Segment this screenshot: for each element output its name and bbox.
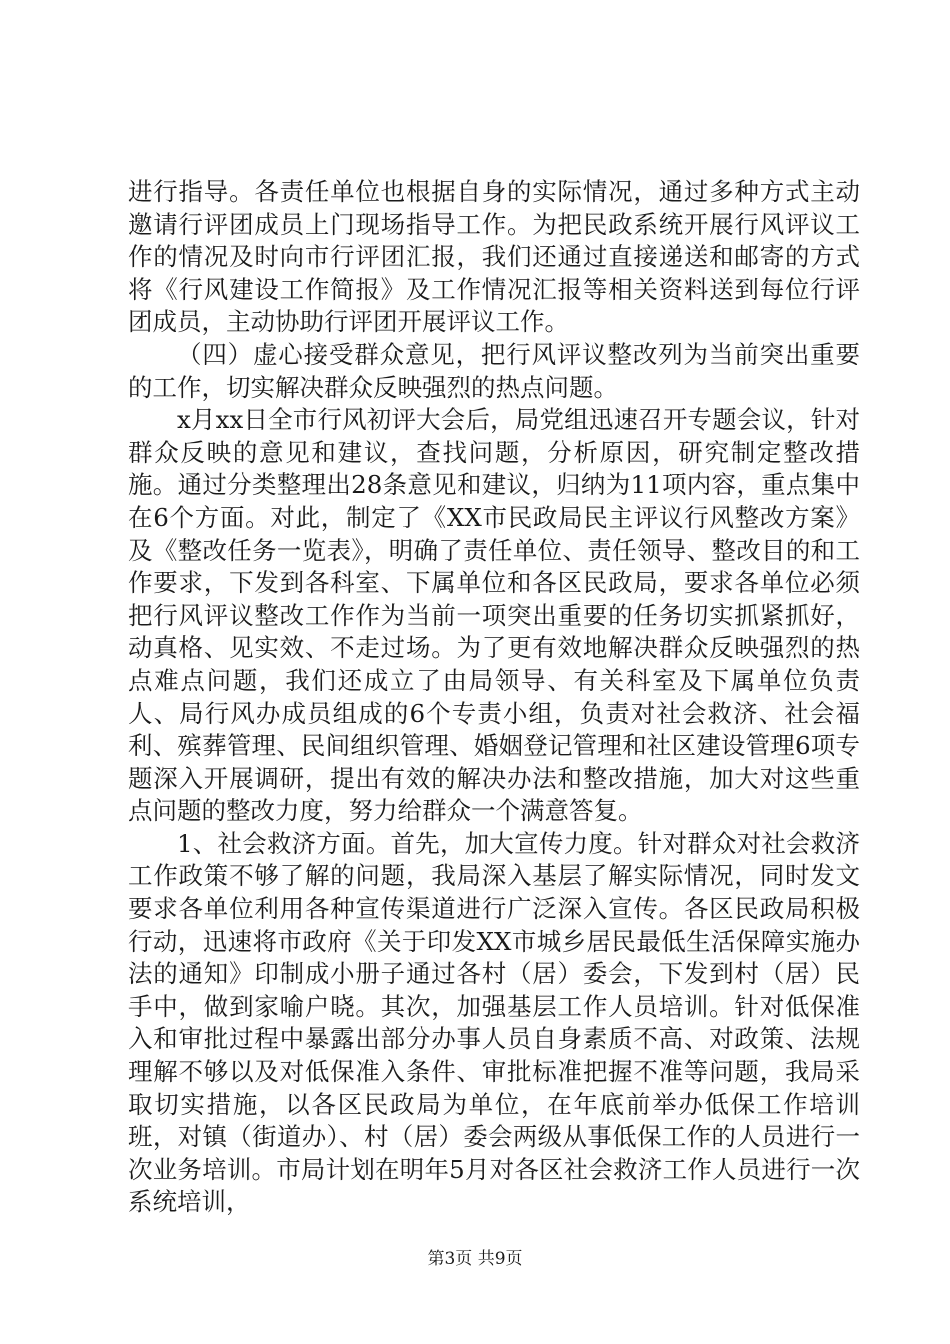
document-body (128, 176, 860, 1219)
paragraph-1: 进行指导。各责任单位也根据自身的实际情况，通过多种方式主动邀请行评团成员上门现场指导工作。为把民政系统开展行风评议工作的情况及时向市行评团汇报，我们还通过直接递送和邮寄的方式将《行风建设工作简报》及工作情况汇报等相关资料送到每位行评团成员，主动协助行评团开展评议工作。 (128, 177, 860, 337)
paragraph-2: （四）虚心接受群众意见，把行风评议整改列为当前突出重要的工作，切实解决群众反映强烈的热点问题。 (128, 339, 860, 402)
page-number-footer: 第3页 共9页 (427, 1249, 523, 1269)
paragraph-3: x月xx日全市行风初评大会后，局党组迅速召开专题会议，针对群众反映的意见和建议，查找问题，分析原因，研究制定整改措施。通过分类整理出28条意见和建议，归纳为11项内容，重点集中在6个方面。对此，制定了《XX市民政局民主评议行风整改方案》及《整改任务一览表》，明确了责任单位、责任领导、整改目的和工作要求，下发到各科室、下属单位和各区民政局，要求各单位必须把行风评议整改工作作为当前一项突出重要的任务切实抓紧抓好，动真格、见实效、不走过场。为了更有效地解决群众反映强烈的热点难点问题，我们还成立了由局领导、有关科室及下属单位负责人、局行风办成员组成的6个专责小组，负责对社会救济、社会福利、殡葬管理、民间组织管理、婚姻登记管理和社区建设管理6项专题深入开展调研，提出有效的解决办法和整改措施，加大对这些重点问题的整改力度，努力给群众一个满意答复。 (128, 405, 860, 826)
paragraph-4: 1、社会救济方面。首先，加大宣传力度。针对群众对社会救济工作政策不够了解的问题，我局深入基层了解实际情况，同时发文要求各单位利用各种宣传渠道进行广泛深入宣传。各区民政局积极行动，迅速将市政府《关于印发XX市城乡居民最低生活保障实施办法的通知》印制成小册子通过各村（居）委会，下发到村（居）民手中，做到家喻户晓。其次，加强基层工作人员培训。针对低保准入和审批过程中暴露出部分办事人员自身素质不高、对政策、法规理解不够以及对低保准入条件、审批标准把握不准等问题，我局采取切实措施，以各区民政局为单位，在年底前举办低保工作培训班，对镇（街道办）、村（居）委会两级从事低保工作的人员进行一次业务培训。市局计划在明年5月对各区社会救济工作人员进行一次系统培训， (128, 828, 860, 1217)
